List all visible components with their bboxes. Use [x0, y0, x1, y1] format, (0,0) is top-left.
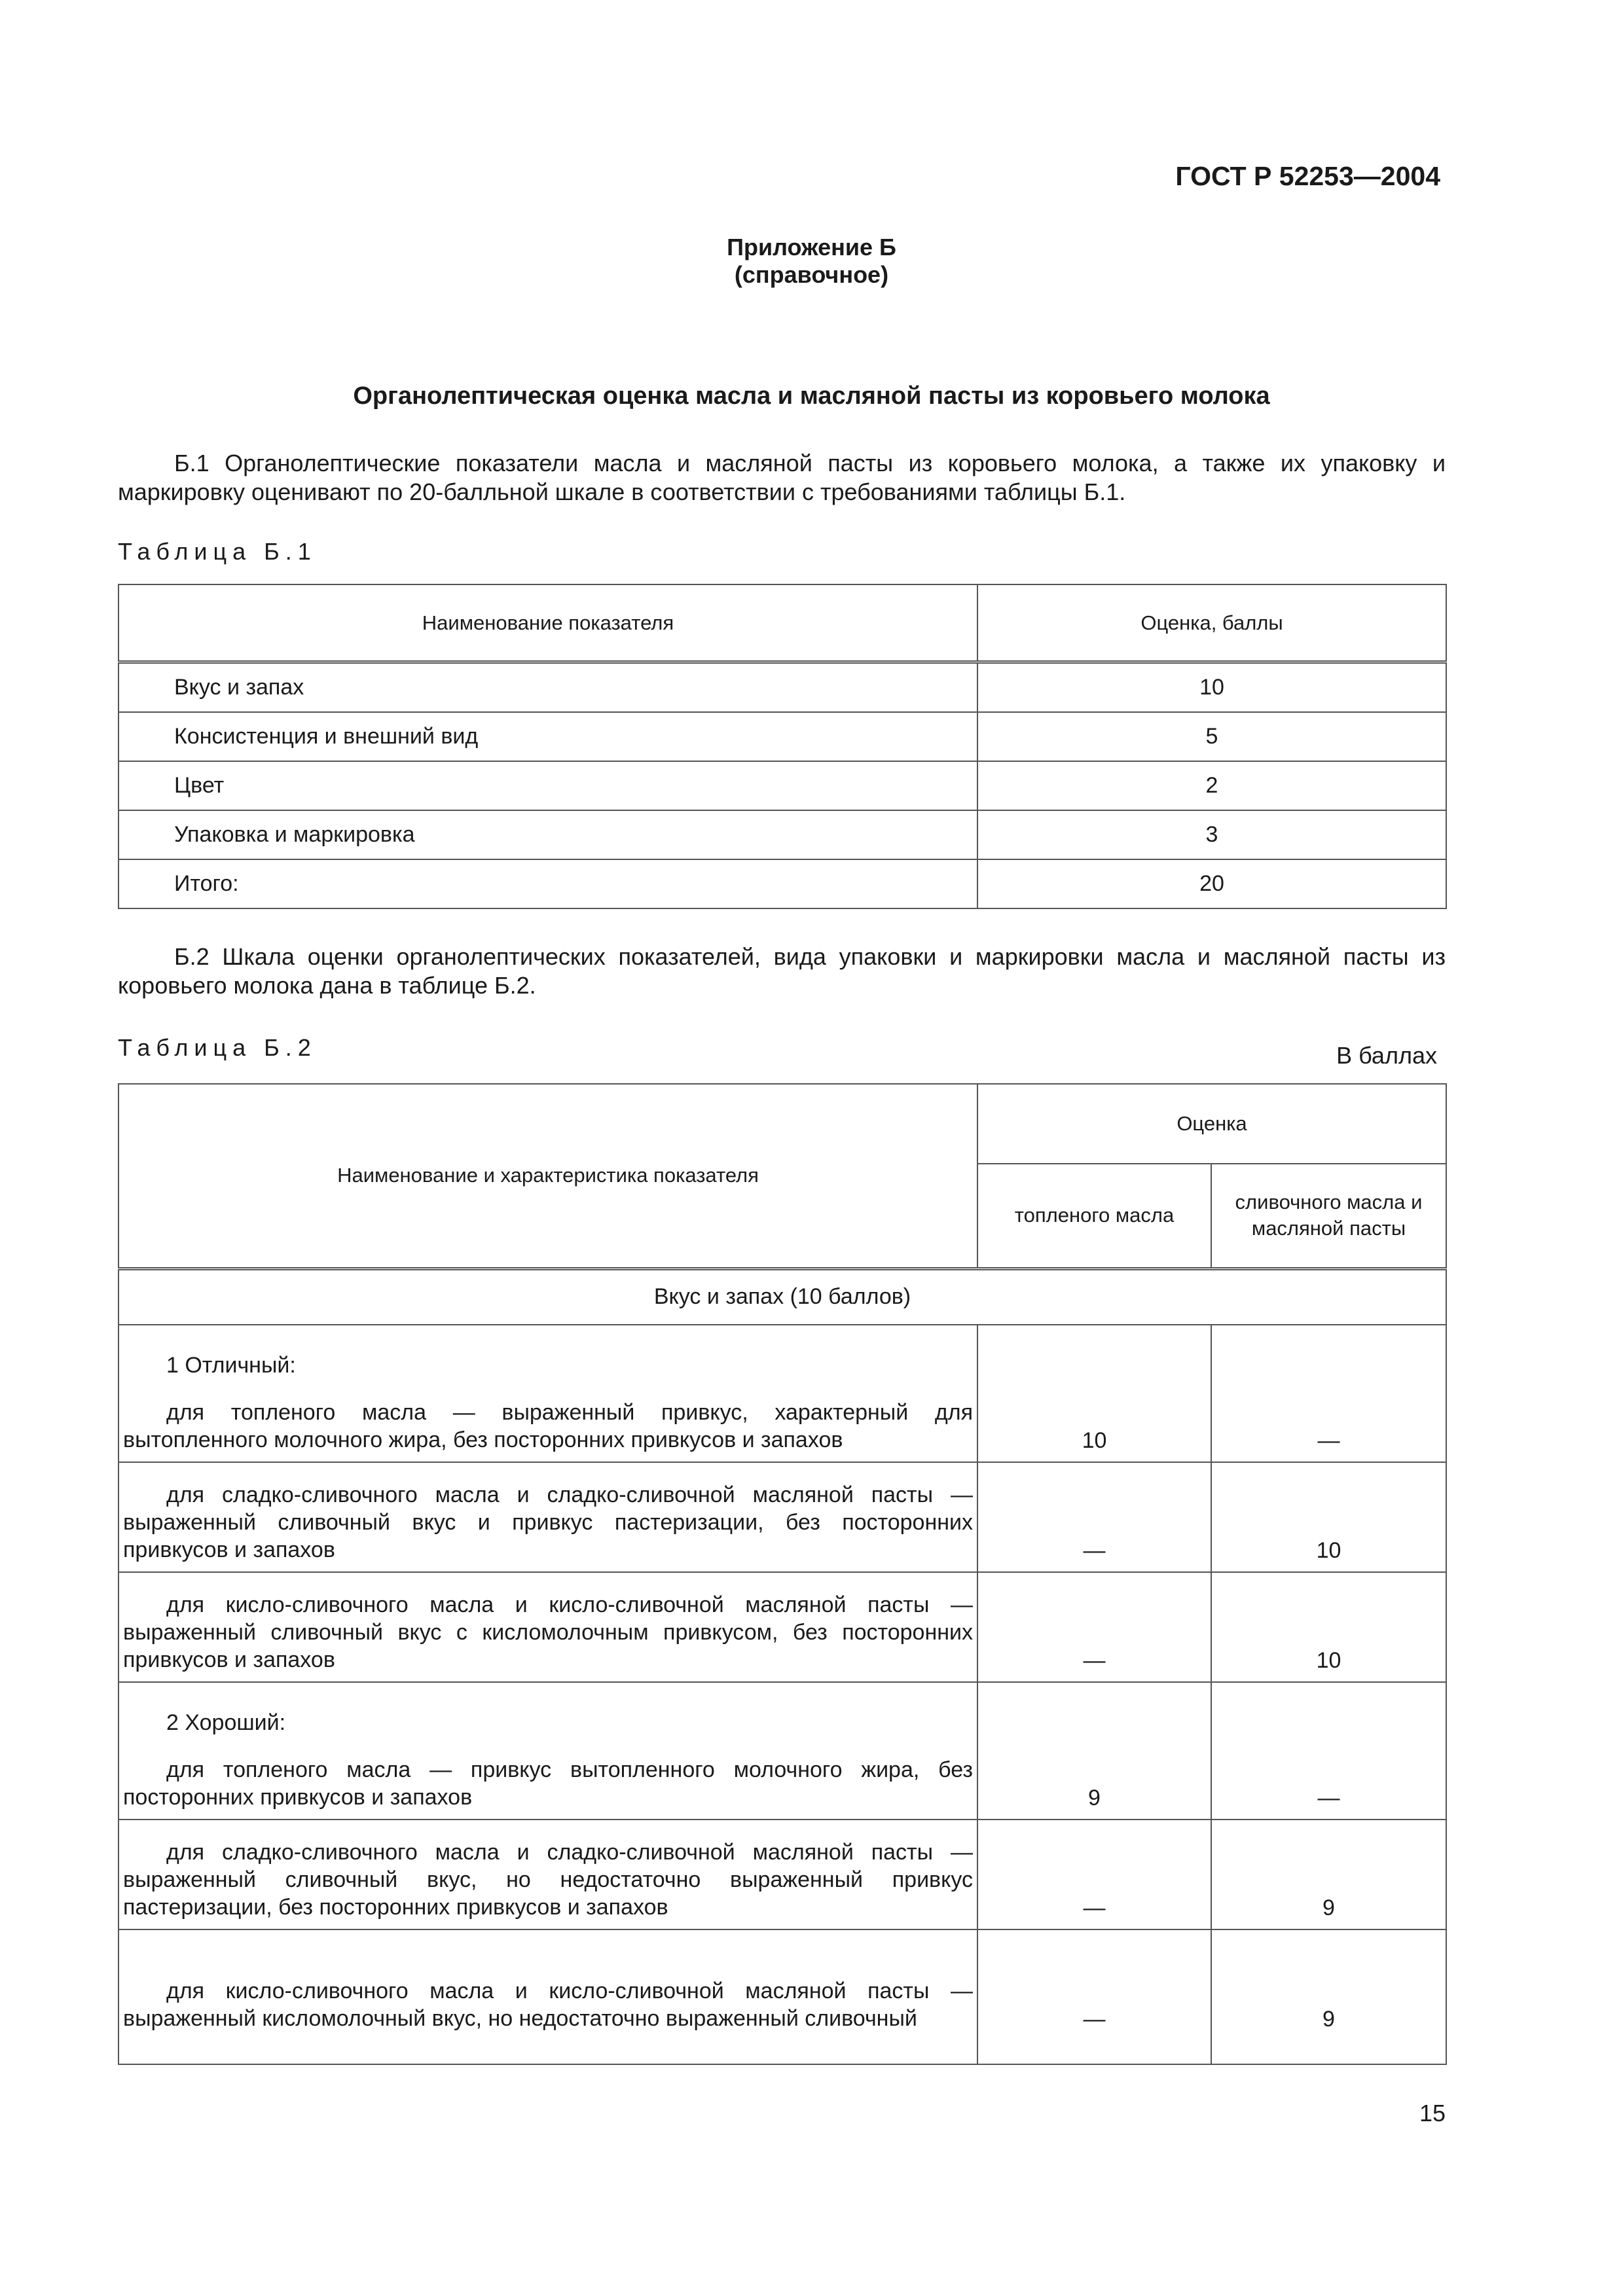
table2-cell-desc [119, 1325, 977, 1462]
table2-unit: В баллах [1336, 1042, 1437, 1069]
table1-cell-score: 20 [977, 859, 1446, 908]
table2-cell-ghee: 9 [977, 1682, 1211, 1820]
table-b1 [118, 584, 1447, 909]
table2-cell-desc [119, 1820, 977, 1929]
table2-cell-text: для топленого масла — выраженный привкус, характерный для вытопленного молочного жира, без посторонних привкусов и запахов [123, 1399, 973, 1452]
table-row [119, 712, 1446, 761]
table1-cell-name: Упаковка и маркировка [119, 810, 977, 859]
table2-cell-text: для топленого масла — привкус вытопленного молочного жира, без посторонних привкусов и запахов [123, 1757, 973, 1810]
table-row [119, 761, 1446, 810]
table2-cell-desc [119, 1572, 977, 1682]
main-title: Органолептическая оценка масла и масляной пасты из коровьего молока [353, 382, 1270, 410]
table1-cell-name: Цвет [119, 761, 977, 810]
table2-cell-ghee: — [977, 1462, 1211, 1572]
table-row [119, 1325, 1446, 1462]
table1-cell-score: 10 [977, 662, 1446, 713]
table2-cell-text: для кисло-сливочного масла и кисло-сливочной масляной пасты — выраженный сливочный вкус с кисломолочным привкусом, без посторонних привкусов и запахов [123, 1592, 973, 1672]
table-row [119, 859, 1446, 908]
table-row [119, 662, 1446, 713]
table-row [119, 1572, 1446, 1682]
page-number: 15 [1419, 2100, 1446, 2126]
table1-header-name: Наименование показателя [119, 584, 977, 662]
table2-header-name: Наименование и характеристика показателя [119, 1084, 977, 1268]
table1-caption: Таблица Б.1 [118, 538, 317, 565]
table1-cell-name: Консистенция и внешний вид [119, 712, 977, 761]
paragraph-b2: Б.2 Шкала оценки органолептических показателей, вида упаковки и маркировки масла и масляной пасты из коровьего молока дана в таблице Б.2. [118, 943, 1446, 999]
table-b2 [118, 1083, 1447, 2065]
table2-cell-ghee: — [977, 1572, 1211, 1682]
table2-cell-desc [119, 1929, 977, 2064]
annex-subtitle: (справочное) [734, 261, 889, 288]
table-section-row [119, 1268, 1446, 1325]
table-row [119, 810, 1446, 859]
table2-cell-ghee: — [977, 1929, 1211, 2064]
table2-cell-ghee: — [977, 1820, 1211, 1929]
table2-cell-text: для кисло-сливочного масла и кисло-сливочной масляной пасты — выраженный кисломолочный вкус, но недостаточно выраженный сливочный [123, 1978, 973, 2031]
table2-cell-butter: — [1211, 1682, 1446, 1820]
table1-cell-name: Итого: [119, 859, 977, 908]
table1-cell-name: Вкус и запах [119, 662, 977, 713]
table1-cell-score: 2 [977, 761, 1446, 810]
table-row [119, 1820, 1446, 1929]
table2-header-score: Оценка [977, 1084, 1446, 1164]
table2-header-butter: сливочного масла и масляной пасты [1211, 1164, 1446, 1268]
table-row [119, 1462, 1446, 1572]
table2-grade-heading: 2 Хороший: [166, 1710, 286, 1735]
table-row [119, 1682, 1446, 1820]
table2-cell-butter: 10 [1211, 1462, 1446, 1572]
table1-cell-score: 5 [977, 712, 1446, 761]
table2-cell-desc [119, 1462, 977, 1572]
table2-cell-ghee: 10 [977, 1325, 1211, 1462]
standard-number: ГОСТ Р 52253—2004 [1175, 161, 1440, 191]
table2-cell-butter: — [1211, 1325, 1446, 1462]
table2-grade-heading: 1 Отличный: [166, 1352, 296, 1378]
annex-title: Приложение Б [727, 234, 896, 260]
table2-cell-desc [119, 1682, 977, 1820]
table2-header-ghee: топленого масла [977, 1164, 1211, 1268]
table1-cell-score: 3 [977, 810, 1446, 859]
table2-cell-butter: 9 [1211, 1820, 1446, 1929]
table2-cell-butter: 9 [1211, 1929, 1446, 2064]
table1-header-score: Оценка, баллы [977, 584, 1446, 662]
table2-cell-text: для сладко-сливочного масла и сладко-сливочной масляной пасты — выраженный сливочный вкус и привкус пастеризации, без посторонних привкусов и запахов [123, 1482, 973, 1562]
table2-cell-text: для сладко-сливочного масла и сладко-сливочной масляной пасты — выраженный сливочный вкус, но недостаточно выраженный привкус пастеризации, без посторонних привкусов и запахов [123, 1839, 973, 1920]
table2-cell-butter: 10 [1211, 1572, 1446, 1682]
table2-section-title: Вкус и запах (10 баллов) [119, 1268, 1446, 1325]
table-row [119, 1929, 1446, 2064]
table2-caption: Таблица Б.2 [118, 1034, 317, 1061]
paragraph-b1: Б.1 Органолептические показатели масла и масляной пасты из коровьего молока, а также их упаковку и маркировку оценивают по 20-балльной шкале в соответствии с требованиями таблицы Б.1. [118, 450, 1446, 505]
